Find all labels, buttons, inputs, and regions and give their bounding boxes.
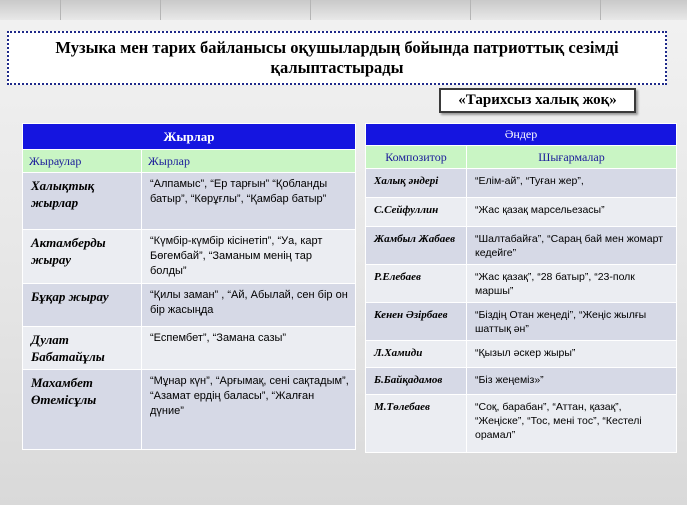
decor-tick xyxy=(60,0,61,20)
row-name: Р.Елебаев xyxy=(366,265,467,303)
row-works: “Жас қазақ”, “28 батыр”, “23-полк маршы” xyxy=(467,265,677,303)
row-works: “Алпамыс”, “Ер тарғын” “Қобланды батыр”, “Көрұғлы”, “Қамбар батыр” xyxy=(142,173,356,230)
table-row xyxy=(23,284,356,327)
top-decor-bar xyxy=(0,0,687,20)
row-works: “Шалтабайға”, “Сараң бай мен жомарт кедейге” xyxy=(467,227,677,265)
decor-tick xyxy=(310,0,311,20)
row-name: С.Сейфуллин xyxy=(366,198,467,227)
row-name: Л.Хамиди xyxy=(366,341,467,368)
col-header-songs: Жырлар xyxy=(142,150,356,173)
table-row xyxy=(23,230,356,284)
decor-tick xyxy=(160,0,161,20)
row-name: Дулат Бабатайұлы xyxy=(23,327,142,370)
row-name: М.Төлебаев xyxy=(366,395,467,453)
row-name: Махамбет Өтемісұлы xyxy=(23,370,142,450)
slide-title xyxy=(7,31,667,85)
songs-table-header: Жырлар xyxy=(23,124,356,150)
row-works: “Елім-ай”, “Туған жер”, xyxy=(467,169,677,198)
table-row xyxy=(366,169,677,198)
melodies-table-header: Әндер xyxy=(366,124,677,146)
row-works: “Соқ, барабан”, “Аттан, қазақ”, “Жеңіске”, “Тос, мені тос”, “Кестелі орамал” xyxy=(467,395,677,453)
slide-subtitle xyxy=(439,88,636,113)
slide-title-text: Музыка мен тарих байланысы оқушылардың бойында патриоттық сезімді қалыптастырады xyxy=(55,38,619,77)
col-header-works: Шығармалар xyxy=(467,146,677,169)
table-row xyxy=(366,395,677,453)
table-row xyxy=(366,368,677,395)
row-works: “Еспембет”, “Замана сазы” xyxy=(142,327,356,370)
table-row xyxy=(23,173,356,230)
col-header-poets: Жыраулар xyxy=(23,150,142,173)
table-row xyxy=(366,303,677,341)
row-works: “Жас қазақ марсельезасы” xyxy=(467,198,677,227)
melodies-table xyxy=(365,123,677,453)
slide-subtitle-text: «Тарихсыз халық жоқ» xyxy=(458,92,617,108)
table-row xyxy=(366,341,677,368)
table-row xyxy=(23,327,356,370)
table-row xyxy=(366,227,677,265)
row-works: “Қилы заман” , “Ай, Абылай, сен бір он бір жасыңда xyxy=(142,284,356,327)
row-name: Халық әндері xyxy=(366,169,467,198)
row-name: Жамбыл Жабаев xyxy=(366,227,467,265)
row-name: Халықтық жырлар xyxy=(23,173,142,230)
table-row xyxy=(23,370,356,450)
row-name: Актамберды жырау xyxy=(23,230,142,284)
table-row xyxy=(366,265,677,303)
table-row xyxy=(366,198,677,227)
row-works: “Мұнар күн”, “Арғымақ, сені сақтадым”, “Азамат ердің баласы”, “Жалған дүние” xyxy=(142,370,356,450)
row-works: “Күмбір-күмбір кісінетіп”, “Уа, карт Бөгембай”, “Заманым менің тар болды” xyxy=(142,230,356,284)
row-works: “Қызыл әскер жыры” xyxy=(467,341,677,368)
col-header-composer: Композитор xyxy=(366,146,467,169)
row-works: “Біздің Отан жеңеді”, “Жеңіс жылғы шаттық ән” xyxy=(467,303,677,341)
row-name: Кенен Әзірбаев xyxy=(366,303,467,341)
decor-tick xyxy=(470,0,471,20)
songs-table xyxy=(22,123,356,450)
decor-tick xyxy=(600,0,601,20)
row-name: Бұқар жырау xyxy=(23,284,142,327)
row-works: “Біз жеңеміз»” xyxy=(467,368,677,395)
row-name: Б.Байқадамов xyxy=(366,368,467,395)
